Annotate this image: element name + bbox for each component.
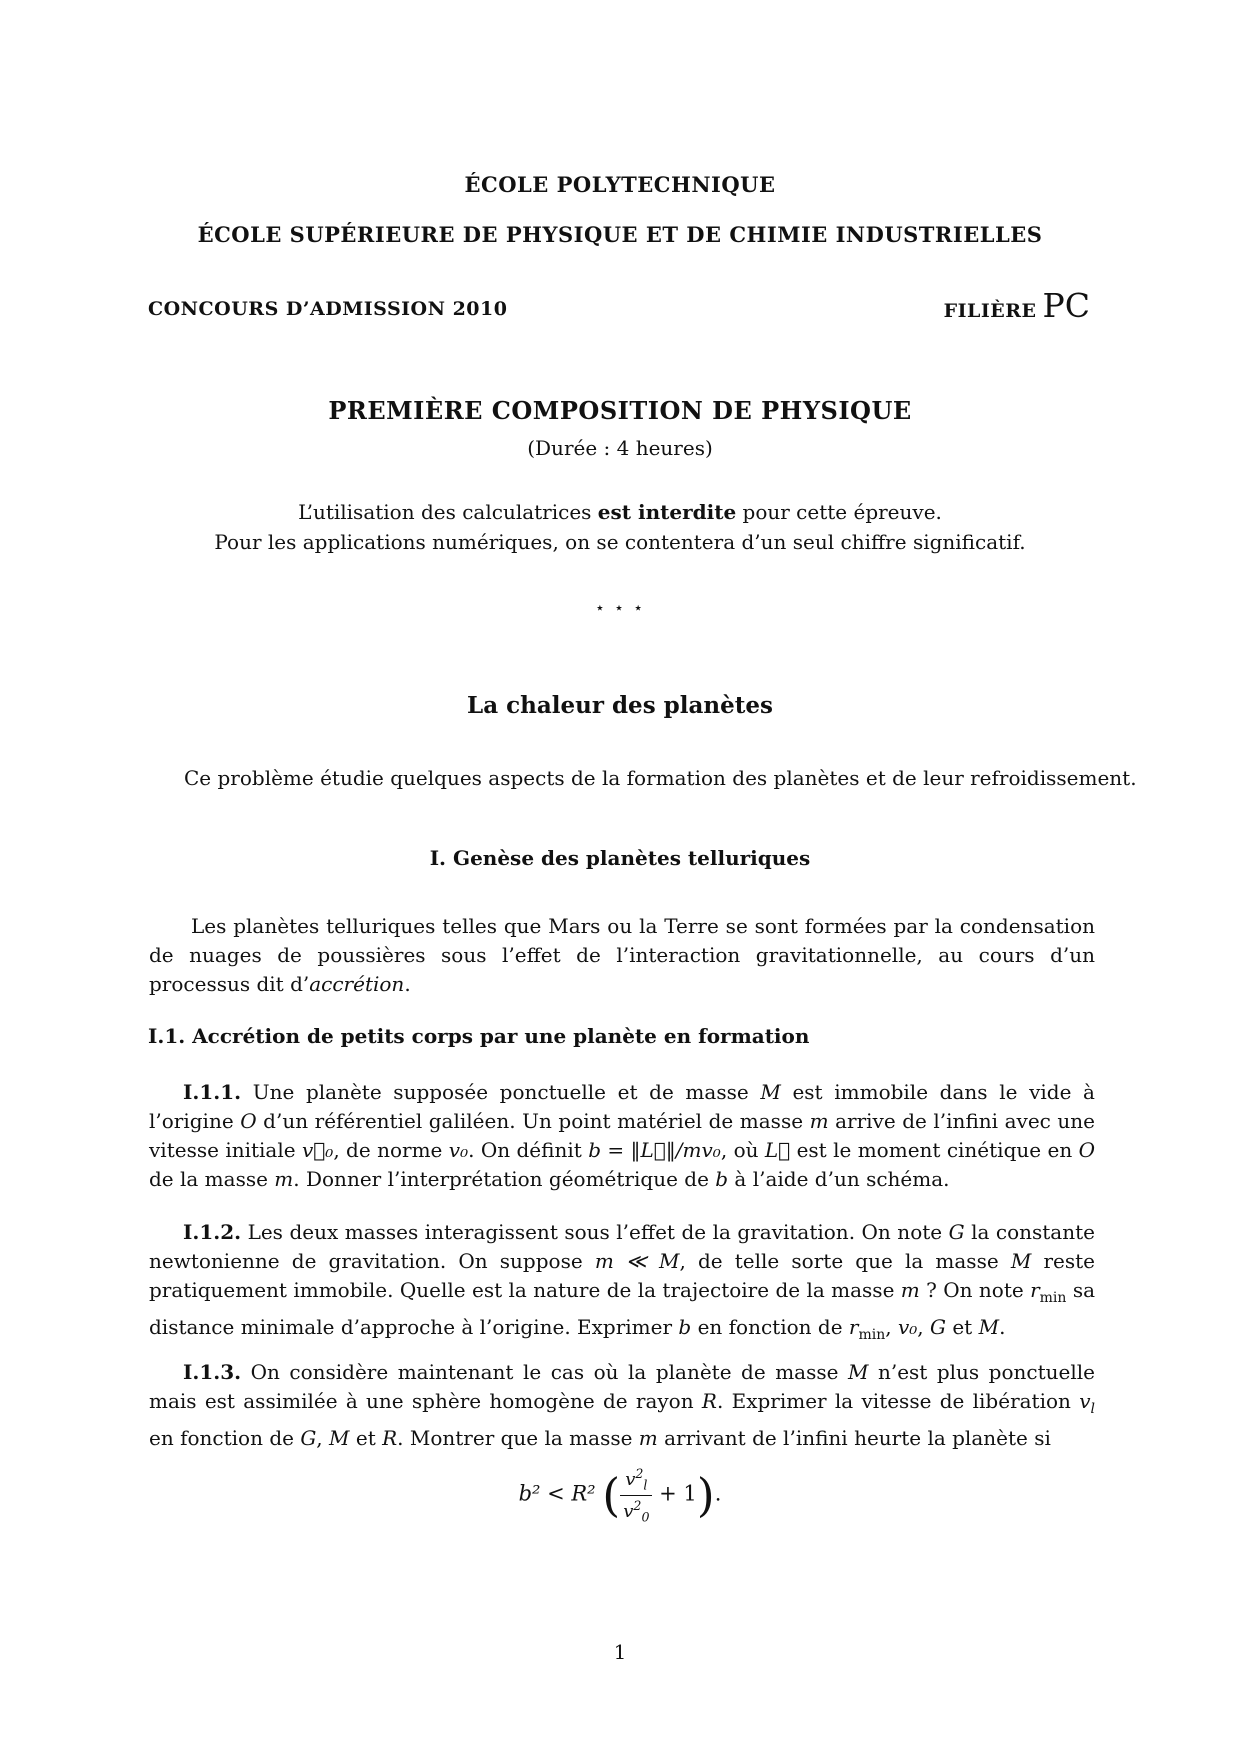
formula-fraction: $\frac{v^2_l}{v^2_0}$ [620, 1466, 652, 1524]
formula-open-paren: ( [602, 1468, 621, 1523]
section-title: I. Genèse des planètes telluriques [429, 846, 811, 870]
subsection-title: I.1. Accrétion de petits corps par une planète en formation [148, 1024, 810, 1048]
problem-intro: Ce problème étudie quelques aspects de la formation des planètes et de leur refroidissement. [184, 766, 1137, 790]
impact-condition-formula [0, 1466, 1240, 1524]
problem-title: La chaleur des planètes [467, 692, 773, 719]
question-number: I.1.1. [183, 1080, 242, 1104]
calc-rule-part: L’utilisation des calculatrices [298, 500, 598, 524]
calculator-rule [0, 500, 1240, 524]
filiere-value: PC [1042, 286, 1090, 325]
filiere-text: FILIÈRE [943, 300, 1037, 322]
numeric-rule: Pour les applications numériques, on se contentera d’un seul chiffre significatif. [214, 530, 1026, 554]
school-name-espci: ÉCOLE SUPÉRIEURE DE PHYSIQUE ET DE CHIMIE INDUSTRIELLES [197, 222, 1043, 247]
formula-period: . [714, 1481, 722, 1506]
calc-rule-emphasis: est interdite [597, 500, 737, 524]
composition-title: PREMIÈRE COMPOSITION DE PHYSIQUE [328, 396, 912, 425]
section-paragraph [149, 912, 1095, 999]
school-name-polytechnique: ÉCOLE POLYTECHNIQUE [464, 172, 776, 197]
paragraph-text: Les planètes telluriques telles que Mars ou la Terre se sont formées par la condensation de nuages de poussières sous l’effet de l’interaction gravitationnelle, au cours d’un processus dit d’ [149, 914, 1095, 996]
concours-label: CONCOURS D’ADMISSION 2010 [148, 298, 508, 320]
question-1-1-1: I.1.1. Une planète supposée ponctuelle et de masse M est immobile dans le vide à l’origine O d’un référentiel galiléen. Un point matériel de masse m arrive de l’infini avec une vitesse initiale v⃗₀, de norme v₀. On définit b = ‖L⃗‖/mv₀, où L⃗ est le moment cinétique en O de la masse m. Donner l’interprétation géométrique de b à l’aide d’un schéma. [149, 1080, 1096, 1191]
question-1-1-2: I.1.2. Les deux masses interagissent sous l’effet de la gravitation. On note G la constante newtonienne de gravitation. On suppose m ≪ M, de telle sorte que la masse M reste pratiquement immobile. Quelle est la nature de la trajectoire de la masse m ? On note $r_{min}$ sa distance minimale d’approche à l’origine. Exprimer b en fonction de $r_{min}$, v₀, G et M. [149, 1220, 1096, 1343]
calc-rule-part: pour cette épreuve. [736, 500, 942, 524]
question-number: I.1.3. [183, 1360, 242, 1384]
formula-lhs: b² < R² [518, 1481, 596, 1506]
page-number: 1 [613, 1640, 627, 1664]
duration-note: (Durée : 4 heures) [527, 436, 713, 460]
separator-stars: ⋆ ⋆ ⋆ [594, 598, 646, 617]
question-1-1-3: I.1.3. On considère maintenant le cas où la planète de masse M n’est plus ponctuelle mais est assimilée à une sphère homogène de rayon R. Exprimer la vitesse de libération $v_l$ en fonction de G, M et R. Montrer que la masse m arrivant de l’infini heurte la planète si [149, 1360, 1095, 1450]
paragraph-emphasis: accrétion [309, 972, 405, 996]
formula-close-paren: ) [696, 1468, 715, 1523]
paragraph-text: . [404, 972, 411, 996]
question-number: I.1.2. [183, 1220, 242, 1244]
filiere-label [944, 286, 1090, 325]
formula-plus-one: + 1 [659, 1481, 697, 1506]
